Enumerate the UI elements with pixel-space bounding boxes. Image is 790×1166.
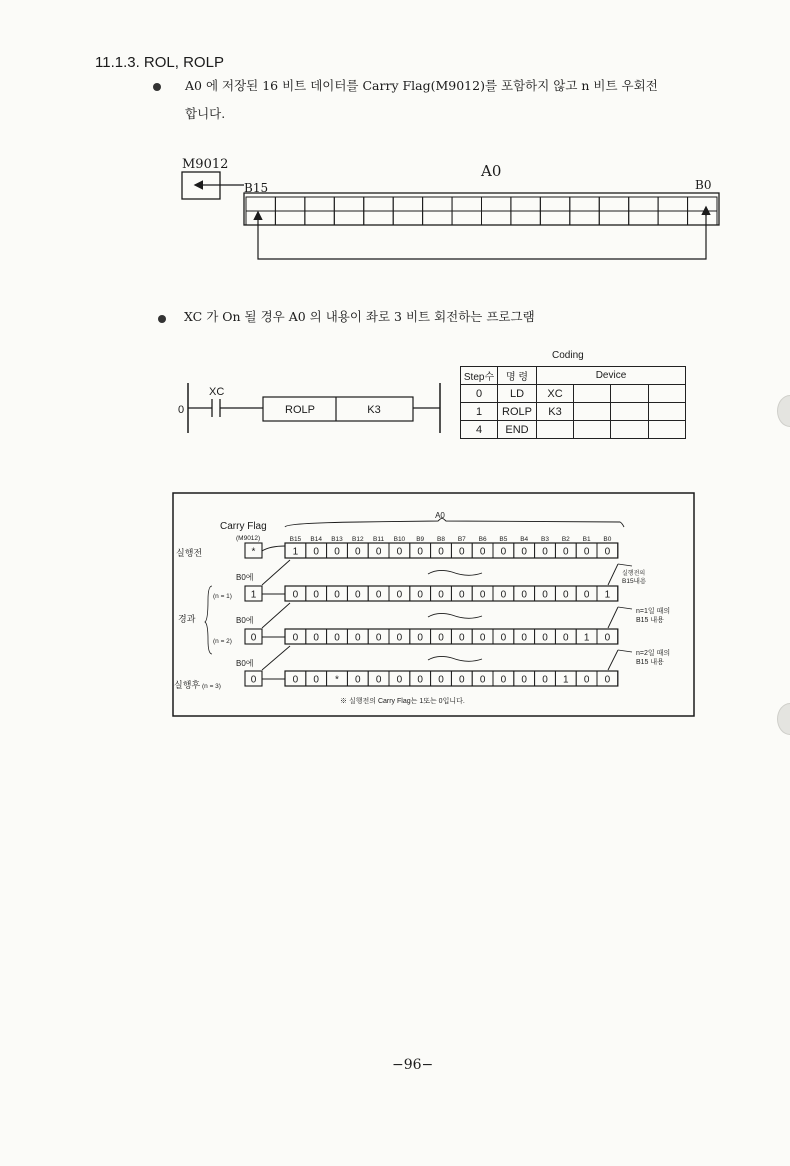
bit-value: * [335,674,339,686]
bit-value: 0 [500,589,507,601]
carry-flag-label: Carry Flag [220,521,267,532]
binder-hole [777,395,790,427]
bit-value: 0 [479,632,486,644]
bit-value: 0 [313,674,319,686]
bit-value: 0 [417,674,423,686]
b0-in-label-3: B0에 [236,659,254,668]
bit-value: 0 [355,632,361,644]
bit-value: 0 [438,674,444,686]
bit-label-b11: B11 [373,536,385,543]
bit-rows [245,543,632,686]
carry-value: 0 [250,632,257,644]
shift-arrow [262,646,290,670]
bit-value: 0 [396,589,403,601]
bit-value: 0 [604,674,611,686]
carry-value: 1 [250,589,257,601]
bit-value: 0 [563,589,569,601]
n2-label: (n = 2) [213,638,232,645]
bit-label-b9: B9 [416,536,425,543]
step-number: 0 [178,404,185,416]
bit-value: 0 [375,589,382,601]
bit-value: 0 [479,546,486,558]
bit-value: 0 [375,546,382,558]
bit-label-b4: B4 [520,536,529,543]
bit-value: 0 [459,632,465,644]
shift-arrow [262,560,290,585]
bit-value: 0 [292,674,299,686]
bit-value: 0 [583,546,590,558]
ladder-diagram [170,375,460,445]
row-before-label: 실행전 [176,548,203,558]
example-caption: XC 가 On 될 경우 A0 의 내용이 좌로 3 비트 회전하는 프로그램 [184,309,535,324]
bit-value: 0 [417,546,423,558]
bit-label-b6: B6 [478,536,487,543]
bit-label-b13: B13 [331,536,343,543]
note-right-1b: B15내용 [622,578,647,585]
bit-value: 0 [417,589,423,601]
bit-value: 0 [396,632,403,644]
bit-value: 0 [313,589,319,601]
bit-value: 0 [459,546,465,558]
bit-value: 0 [542,546,548,558]
note-right-3a: n=2일 때의 [636,650,671,657]
b0-arrow [608,564,618,585]
intro-line-2: 합니다. [185,106,226,121]
row-after-label: 실행후 [174,680,201,690]
table-row: 0 LD XC [461,385,686,403]
bit-value: 0 [542,674,548,686]
bit-value: 0 [355,546,361,558]
bit-value: 1 [292,546,299,558]
coding-title: Coding [552,350,584,361]
instruction-label: ROLP [285,404,315,416]
table-row: 4 END [461,421,686,439]
bit-label-b1: B1 [582,536,591,543]
bit-value: 0 [375,674,382,686]
bit-value: 0 [459,589,465,601]
process-brace [205,586,212,654]
bit-label-b8: B8 [437,536,445,543]
carry-value: 0 [250,674,257,686]
header-command: 명 령 [498,367,537,385]
shift-arrow [262,603,290,628]
bullet-icon [158,315,166,323]
figure-a0-label: A0 [435,511,445,520]
bit-value: 0 [417,632,423,644]
bit-value: 0 [375,632,382,644]
b0-in-label-2: B0에 [236,616,254,625]
bit-label-b7: B7 [457,536,466,543]
header-step: Step수 [461,367,498,385]
bit-label-b0: B0 [603,536,612,543]
bit-value: 0 [292,632,299,644]
bit-value: 0 [521,632,527,644]
b15-label: B15 [244,181,269,195]
rotation-diagram [0,0,790,300]
binder-hole [777,703,790,735]
note-right-2b: B15 내용 [636,617,664,624]
bit-value: 0 [479,674,486,686]
bit-value: 0 [313,546,319,558]
operand-label: K3 [367,404,381,416]
a0-label: A0 [481,162,502,180]
bit-value: 0 [583,674,590,686]
bit-value: 0 [355,674,361,686]
example-figure [170,490,700,720]
contact-label: XC [209,386,225,398]
bit-labels [290,536,612,543]
bit-value: 0 [396,674,403,686]
coding-table [460,366,686,439]
bit-value: 0 [334,589,340,601]
bit-value: 0 [563,546,569,558]
bit-label-b2: B2 [561,536,570,543]
bit-value: 0 [396,546,403,558]
m9012-label: M9012 [182,157,229,172]
bit-value: 0 [604,632,611,644]
bit-value: 0 [521,674,527,686]
bit-label-b12: B12 [352,536,364,543]
bit-value: 0 [542,589,548,601]
bit-value: 0 [542,632,548,644]
bit-value: 0 [583,589,590,601]
page-number: −96− [392,1057,434,1073]
bit-value: 0 [334,546,340,558]
register-bit-cells [246,197,717,225]
bit-value: 0 [563,632,569,644]
bit-value: 0 [355,589,361,601]
figure-footnote: ※ 실행전의 Carry Flag는 1또는 0입니다. [340,698,465,705]
bit-label-b15: B15 [289,536,302,543]
b0-in-label-1: B0에 [236,573,254,582]
bit-value: 0 [438,589,444,601]
bit-label-b14: B14 [310,536,322,543]
b0-arrow [608,607,618,628]
note-right-1a: 실행전의 [622,571,646,577]
section-title: 11.1.3. ROL, ROLP [95,54,224,71]
bit-label-b3: B3 [541,536,549,543]
bit-value: 0 [459,674,465,686]
bit-value: 1 [563,674,569,686]
table-row: 1 ROLP K3 [461,403,686,421]
carry-value: * [251,546,256,558]
bit-value: 0 [334,632,340,644]
b0-label: B0 [695,178,712,192]
b0-arrow [608,650,618,670]
row-process-label: 경과 [178,614,196,624]
bit-value: 0 [292,589,299,601]
bit-value: 1 [583,632,590,644]
a0-brace [285,518,624,527]
bit-value: 0 [500,674,507,686]
n3-label: (n = 3) [202,683,221,690]
bit-value: 0 [604,546,611,558]
bit-value: 0 [521,589,527,601]
carry-sub-label: (M9012) [236,535,261,542]
bit-value: 1 [604,589,611,601]
bit-label-b10: B10 [393,536,406,543]
bit-value: 0 [313,632,319,644]
note-right-2a: n=1일 때의 [636,608,671,615]
intro-line-1: A0 에 저장된 16 비트 데이터를 Carry Flag(M9012)를 포함하지 않고 n 비트 우회전 [185,78,658,93]
bit-label-b5: B5 [499,536,508,543]
bit-value: 0 [521,546,527,558]
bit-value: 0 [438,632,444,644]
bit-value: 0 [500,632,507,644]
bit-value: 0 [438,546,444,558]
n1-label: (n = 1) [213,593,232,600]
bit-value: 0 [479,589,486,601]
header-device: Device [537,367,686,385]
note-right-3b: B15 내용 [636,659,664,666]
bit-value: 0 [500,546,507,558]
